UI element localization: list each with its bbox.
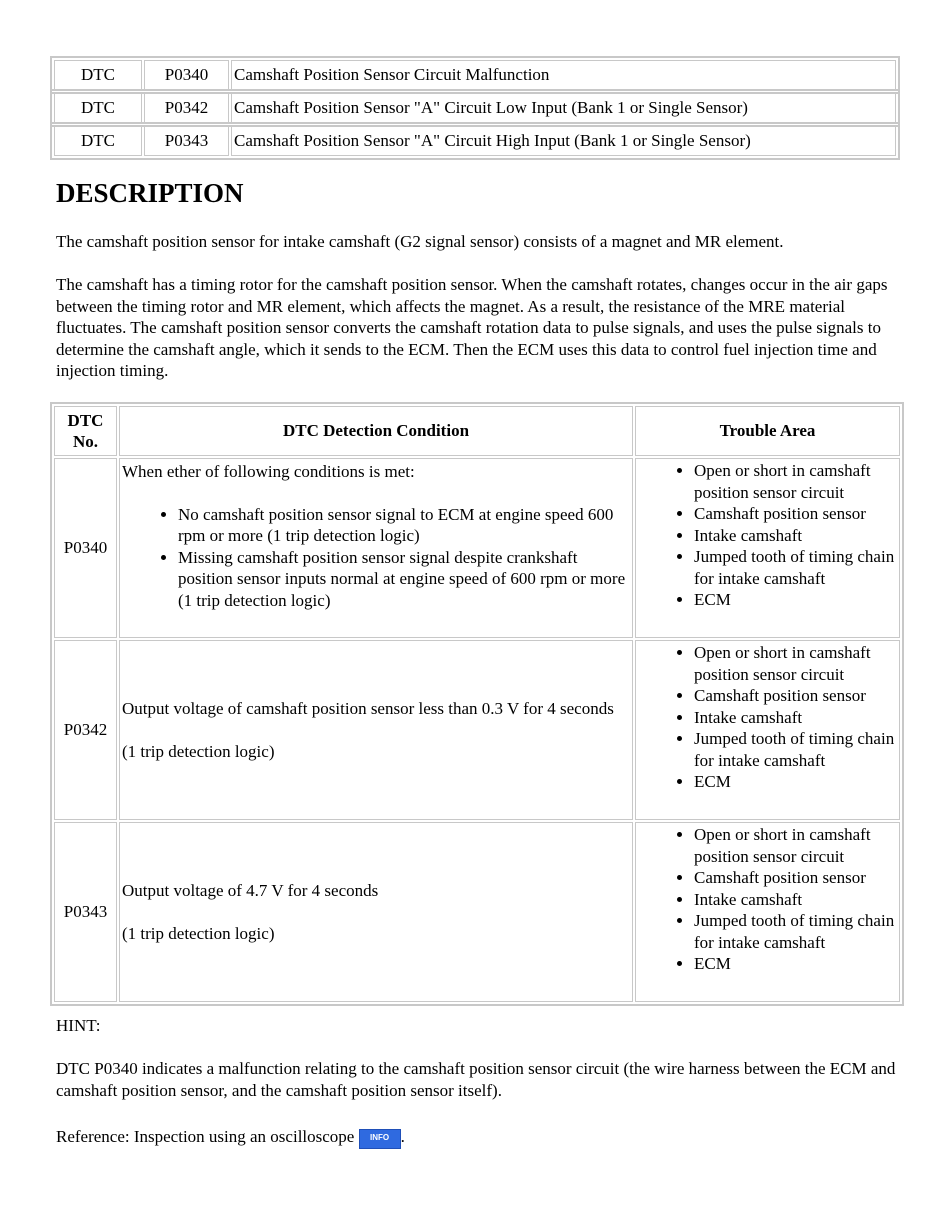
reference-text: Reference: Inspection using an oscilloscope: [56, 1127, 355, 1146]
condition-list: [122, 504, 630, 612]
hint-text: DTC P0340 indicates a malfunction relating to the camshaft position sensor circuit (the wire harness between the ECM and camshaft position sensor, and the camshaft position sensor itself).: [56, 1059, 896, 1100]
trouble-area-list: [638, 824, 897, 975]
trouble-area-item: • Open or short in camshaft position sensor circuit: [694, 642, 897, 685]
trouble-area-item: • Open or short in camshaft position sensor circuit: [694, 460, 897, 503]
table-row: [54, 822, 900, 1002]
trouble-area-list: [638, 642, 897, 793]
dtc-description: Camshaft Position Sensor Circuit Malfunction: [231, 60, 896, 90]
row-dtc-code: P0343: [54, 822, 117, 1002]
row-dtc-code: P0340: [54, 458, 117, 638]
dtc-label: DTC: [54, 60, 142, 90]
table-row: [54, 640, 900, 820]
condition-text: Output voltage of camshaft position sensor less than 0.3 V for 4 seconds: [122, 699, 614, 718]
dtc-row: [54, 60, 896, 90]
dtc-code: P0342: [144, 93, 229, 123]
trouble-area-item: • ECM: [694, 953, 897, 975]
header-detection-condition: DTC Detection Condition: [119, 406, 633, 456]
trouble-area-item: • Camshaft position sensor: [694, 685, 897, 707]
row-dtc-code: P0342: [54, 640, 117, 820]
trouble-area-item: • Intake camshaft: [694, 707, 897, 729]
reference-line: [56, 1126, 896, 1149]
trouble-area-item: • Intake camshaft: [694, 889, 897, 911]
condition-text: Output voltage of 4.7 V for 4 seconds: [122, 881, 379, 900]
condition-note: (1 trip detection logic): [122, 741, 275, 761]
header-dtc-no: DTC No.: [54, 406, 117, 456]
row-trouble-area: [635, 640, 900, 820]
trouble-area-item: • ECM: [694, 589, 897, 611]
condition-intro: When ether of following conditions is met:: [122, 462, 415, 481]
condition-item: • No camshaft position sensor signal to ECM at engine speed 600 rpm or more (1 trip detection logic): [178, 504, 630, 547]
condition-note: (1 trip detection logic): [122, 923, 275, 943]
trouble-area-item: • Jumped tooth of timing chain for intake camshaft: [694, 910, 897, 953]
trouble-area-list: [638, 460, 897, 611]
dtc-condition-table: [50, 402, 904, 1006]
dtc-description: Camshaft Position Sensor "A" Circuit Low Input (Bank 1 or Single Sensor): [231, 93, 896, 123]
row-condition: [119, 640, 633, 820]
trouble-area-item: • Jumped tooth of timing chain for intake camshaft: [694, 546, 897, 589]
description-paragraph-2: The camshaft has a timing rotor for the camshaft position sensor. When the camshaft rotates, changes occur in the air gaps between the timing rotor and MR element, which affects the magnet. As a result, the resistance of the MRE material fluctuates. The camshaft position sensor converts the camshaft rotation data to pulse signals, and uses the pulse signals to determine the camshaft angle, which it sends to the ECM. Then the ECM uses this data to control fuel injection time and injection timing.: [56, 275, 888, 380]
row-condition: [119, 458, 633, 638]
description-heading: DESCRIPTION: [56, 178, 244, 208]
dtc-label: DTC: [54, 93, 142, 123]
trouble-area-item: • Intake camshaft: [694, 525, 897, 547]
trouble-area-item: • ECM: [694, 771, 897, 793]
trouble-area-item: • Jumped tooth of timing chain for intake camshaft: [694, 728, 897, 771]
trouble-area-item: • Open or short in camshaft position sensor circuit: [694, 824, 897, 867]
dtc-code: P0343: [144, 126, 229, 156]
trouble-area-item: • Camshaft position sensor: [694, 503, 897, 525]
description-paragraph-1: The camshaft position sensor for intake camshaft (G2 signal sensor) consists of a magnet and MR element.: [56, 232, 784, 251]
dtc-row-table: [50, 122, 900, 160]
hint-label: HINT:: [56, 1016, 101, 1035]
row-condition: [119, 822, 633, 1002]
dtc-label: DTC: [54, 126, 142, 156]
header-trouble-area: Trouble Area: [635, 406, 900, 456]
row-trouble-area: [635, 822, 900, 1002]
table-row: [54, 458, 900, 638]
trouble-area-item: • Camshaft position sensor: [694, 867, 897, 889]
row-trouble-area: [635, 458, 900, 638]
table-header-row: [54, 406, 900, 456]
condition-item: • Missing camshaft position sensor signal despite crankshaft position sensor inputs normal at engine speed of 600 rpm or more (1 trip detection logic): [178, 547, 630, 612]
dtc-row: [54, 93, 896, 123]
reference-period: .: [400, 1127, 405, 1146]
dtc-description: Camshaft Position Sensor "A" Circuit High Input (Bank 1 or Single Sensor): [231, 126, 896, 156]
dtc-row: [54, 126, 896, 156]
info-badge-button[interactable]: INFO: [359, 1129, 401, 1149]
dtc-code: P0340: [144, 60, 229, 90]
